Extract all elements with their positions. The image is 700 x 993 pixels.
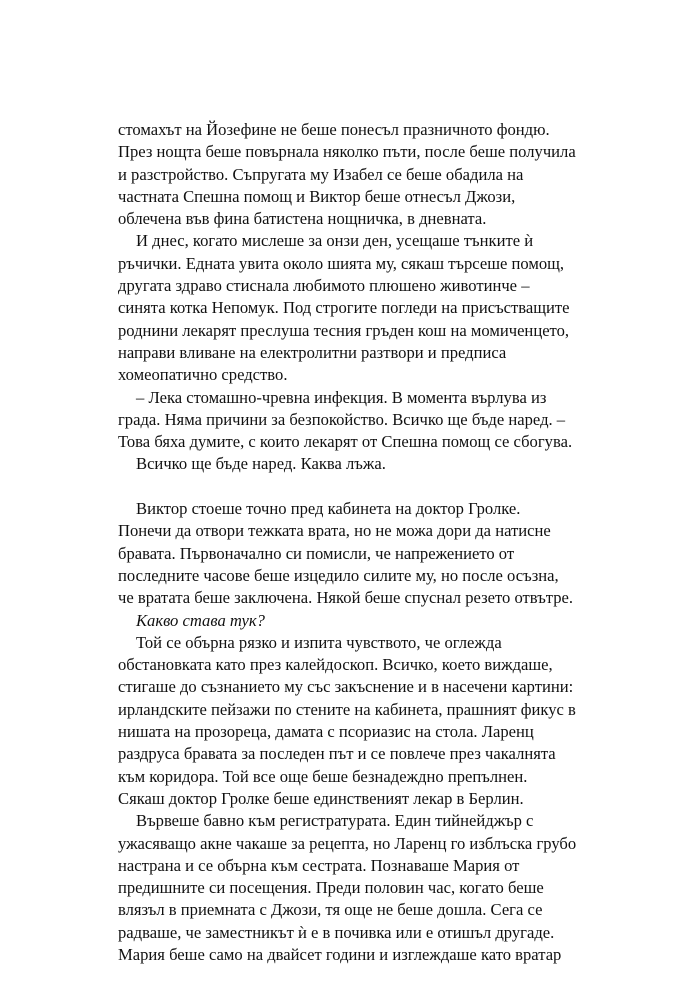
text-line: ирландските пейзажи по стените на кабинета, прашният фикус в bbox=[118, 699, 576, 719]
text-line: Вървеше бавно към регистратурата. Един тийнейджър с bbox=[136, 811, 534, 831]
text-line: Той се обърна рязко и изпита чувството, че оглежда bbox=[136, 632, 502, 652]
text-line: към коридора. Той все още беше безнадеждно препълнен. bbox=[118, 766, 528, 786]
text-line: Виктор стоеше точно пред кабинета на доктор Гролке. bbox=[136, 499, 521, 519]
text-line: През нощта беше повърнала няколко пъти, после беше получила bbox=[118, 142, 576, 162]
text-line: роднини лекарят преслуша тесния гръден кош на момиченцето, bbox=[118, 320, 570, 340]
text-line: Понечи да отвори тежката врата, но не можа дори да натисне bbox=[118, 521, 551, 541]
text-line: радваше, че заместникът ѝ е в почивка или е отишъл другаде. bbox=[118, 922, 555, 942]
text-line: Това бяха думите, с които лекарят от Спешна помощ се сбогува. bbox=[118, 432, 573, 452]
text-line: направи вливане на електролитни разтвори и предписа bbox=[118, 342, 507, 362]
body-text bbox=[118, 119, 588, 966]
text-line: ръчички. Едната увита около шията му, сякаш търсеше помощ, bbox=[118, 253, 565, 273]
text-line: стигаше до съзнанието му със закъснение и в насечени картини: bbox=[118, 677, 574, 697]
text-line: Всичко ще бъде наред. Каква лъжа. bbox=[136, 454, 386, 474]
text-line: хомеопатично средство. bbox=[118, 365, 288, 385]
text-line: че вратата беше заключена. Някой беше спуснал резето отвътре. bbox=[118, 588, 574, 608]
text-line: последните часове беше изцедило силите му, но после осъзна, bbox=[118, 565, 559, 585]
text-line: предишните си посещения. Преди половин час, когато беше bbox=[118, 878, 544, 898]
text-line: Сякаш доктор Гролке беше единственият лекар в Берлин. bbox=[118, 788, 524, 808]
text-line: раздруса бравата за последен път и се повлече през чакалнята bbox=[118, 744, 556, 764]
paragraph-spacer bbox=[118, 476, 588, 498]
text-line: Мария беше само на двайсет години и изглеждаше като вратар bbox=[118, 944, 562, 964]
text-line: обстановката като през калейдоскоп. Всичко, което виждаше, bbox=[118, 655, 553, 675]
text-line: частната Спешна помощ и Виктор беше отнесъл Джози, bbox=[118, 186, 516, 206]
text-line: нишата на прозореца, дамата с псориазис на стола. Ларенц bbox=[118, 722, 534, 742]
text-line: Какво става тук? bbox=[136, 610, 265, 630]
text-line: стомахът на Йозефине не беше понесъл празничното фондю. bbox=[118, 120, 550, 139]
text-line: ужасяващо акне чакаше за рецепта, но Ларенц го изблъска грубо bbox=[118, 833, 577, 853]
text-line: синята котка Непомук. Под строгите погледи на присъстващите bbox=[118, 298, 570, 318]
text-line: града. Няма причини за безпокойство. Всичко ще бъде наред. – bbox=[118, 409, 566, 429]
text-line: бравата. Първоначално си помисли, че напрежението от bbox=[118, 543, 515, 563]
text-line: влязъл в приемната с Джози, тя още не беше дошла. Сега се bbox=[118, 900, 543, 920]
text-line: И днес, когато мислеше за онзи ден, усещаше тънките ѝ bbox=[136, 231, 534, 251]
text-line: облечена във фина батистена нощничка, в дневната. bbox=[118, 209, 487, 229]
text-line: настрана и се обърна към сестрата. Познаваше Мария от bbox=[118, 855, 520, 875]
text-line: и разстройство. Съпругата му Изабел се беше обадила на bbox=[118, 164, 524, 184]
text-line: – Лека стомашно-чревна инфекция. В момента върлува из bbox=[136, 387, 547, 407]
text-line: другата здраво стиснала любимото плюшено животинче – bbox=[118, 276, 530, 296]
